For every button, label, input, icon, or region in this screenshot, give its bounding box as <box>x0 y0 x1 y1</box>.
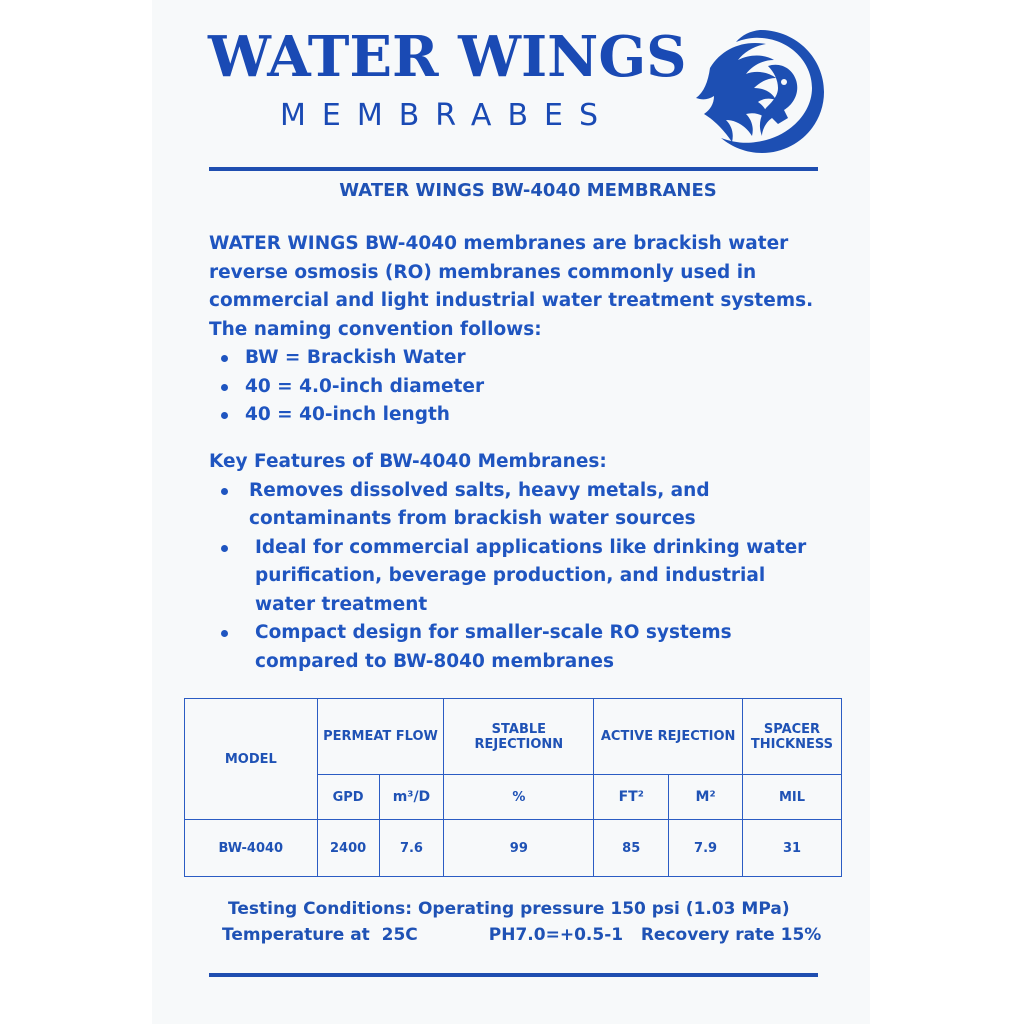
list-item: 40 = 40-inch length <box>245 401 829 430</box>
spec-table <box>184 698 842 877</box>
header-stable-rejection: STABLE REJECTIONN <box>444 699 594 775</box>
bottom-divider <box>209 973 818 977</box>
cell-mil: 31 <box>742 820 841 877</box>
unit-m3d: m³/D <box>379 775 444 820</box>
list-item: 40 = 4.0-inch diameter <box>245 373 829 402</box>
features-list <box>209 477 829 677</box>
brand-title: WATER WINGS <box>208 24 687 90</box>
unit-m2: M² <box>669 775 743 820</box>
header-spacer-thickness: SPACER THICKNESS <box>742 699 841 775</box>
cell-m3d: 7.6 <box>379 820 444 877</box>
cell-model: BW-4040 <box>185 820 318 877</box>
testing-conditions <box>222 896 842 948</box>
brand-subtitle: MEMBRABES <box>280 98 615 133</box>
header-model: MODEL <box>185 699 318 820</box>
features-title: Key Features of BW-4040 Membranes: <box>209 451 607 472</box>
list-item: Compact design for smaller-scale RO systems compared to BW-8040 membranes <box>245 619 829 676</box>
section-heading: WATER WINGS BW-4040 MEMBRANES <box>339 180 717 201</box>
table-row <box>185 820 842 877</box>
list-item: BW = Brackish Water <box>245 344 829 373</box>
unit-percent: % <box>444 775 594 820</box>
testing-line-2: Temperature at 25C PH7.0=+0.5-1 Recovery rate 15% <box>222 925 822 945</box>
intro-paragraph: WATER WINGS BW-4040 membranes are brackish water reverse osmosis (RO) membranes commonly used in commercial and light industrial water treatment systems. The naming convention follows: <box>209 233 814 340</box>
list-item: Removes dissolved salts, heavy metals, and contaminants from brackish water sources <box>245 477 829 534</box>
unit-ft2: FT² <box>594 775 669 820</box>
intro-section <box>209 230 829 430</box>
cell-percent: 99 <box>444 820 594 877</box>
cell-m2: 7.9 <box>669 820 743 877</box>
unit-gpd: GPD <box>317 775 379 820</box>
lion-head-logo-icon <box>692 26 828 156</box>
header-active-rejection: ACTIVE REJECTION <box>594 699 743 775</box>
unit-mil: MIL <box>742 775 841 820</box>
table-header-row <box>185 699 842 775</box>
cell-gpd: 2400 <box>317 820 379 877</box>
features-section <box>209 448 829 676</box>
cell-ft2: 85 <box>594 820 669 877</box>
list-item: Ideal for commercial applications like drinking water purification, beverage production, and industrial water treatment <box>245 534 829 620</box>
naming-list <box>209 344 829 430</box>
testing-line-1: Testing Conditions: Operating pressure 150 psi (1.03 MPa) <box>228 899 790 919</box>
top-divider <box>209 167 818 171</box>
header-permeat-flow: PERMEAT FLOW <box>317 699 444 775</box>
